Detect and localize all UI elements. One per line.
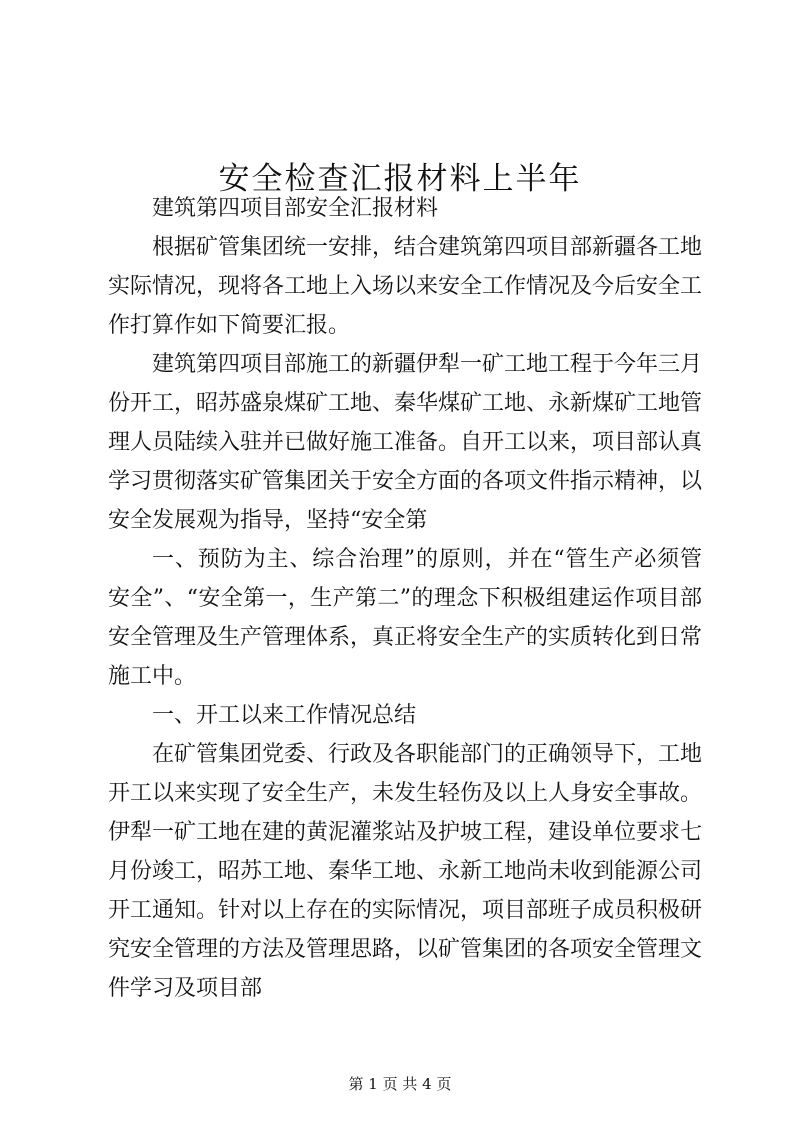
paragraph-work-summary: 在矿管集团党委、行政及各职能部门的正确领导下，工地开工以来实现了安全生产，未发生轻伤及以上人身安全事故。伊犁一矿工地在建的黄泥灌浆站及护坡工程，建设单位要求七月份竣工，昭苏工地、秦华工地、永新工地尚未收到能源公司开工通知。针对以上存在的实际情况，项目部班子成员积极研究安全管理的方法及管理思路，以矿管集团的各项安全管理文件学习及项目部 (108, 742, 703, 1001)
paragraph-intro: 根据矿管集团统一安排，结合建筑第四项目部新疆各工地实际情况，现将各工地上入场以来安全工作情况及今后安全工作打算作如下简要汇报。 (108, 235, 703, 338)
document-body (108, 189, 702, 1008)
section-heading: 一、开工以来工作情况总结 (152, 703, 417, 728)
document-title: 安全检查汇报材料上半年 (218, 160, 582, 197)
paragraph-project-overview: 建筑第四项目部施工的新疆伊犁一矿工地工程于今年三月份开工，昭苏盛泉煤矿工地、秦华煤矿工地、永新煤矿工地管理人员陆续入驻并已做好施工准备。自开工以来，项目部认真学习贯彻落实矿管集团关于安全方面的各项文件指示精神，以安全发展观为指导，坚持“安全第 (108, 352, 703, 533)
page-number-footer: 第 1 页 共 4 页 (348, 1075, 452, 1093)
paragraph-subtitle: 建筑第四项目部安全汇报材料 (152, 196, 439, 221)
paragraph-principles: 一、预防为主、综合治理”的原则，并在“管生产必须管安全”、“安全第一，生产第二”的理念下积极组建运作项目部安全管理及生产管理体系，真正将安全生产的实质转化到日常施工中。 (108, 547, 703, 689)
